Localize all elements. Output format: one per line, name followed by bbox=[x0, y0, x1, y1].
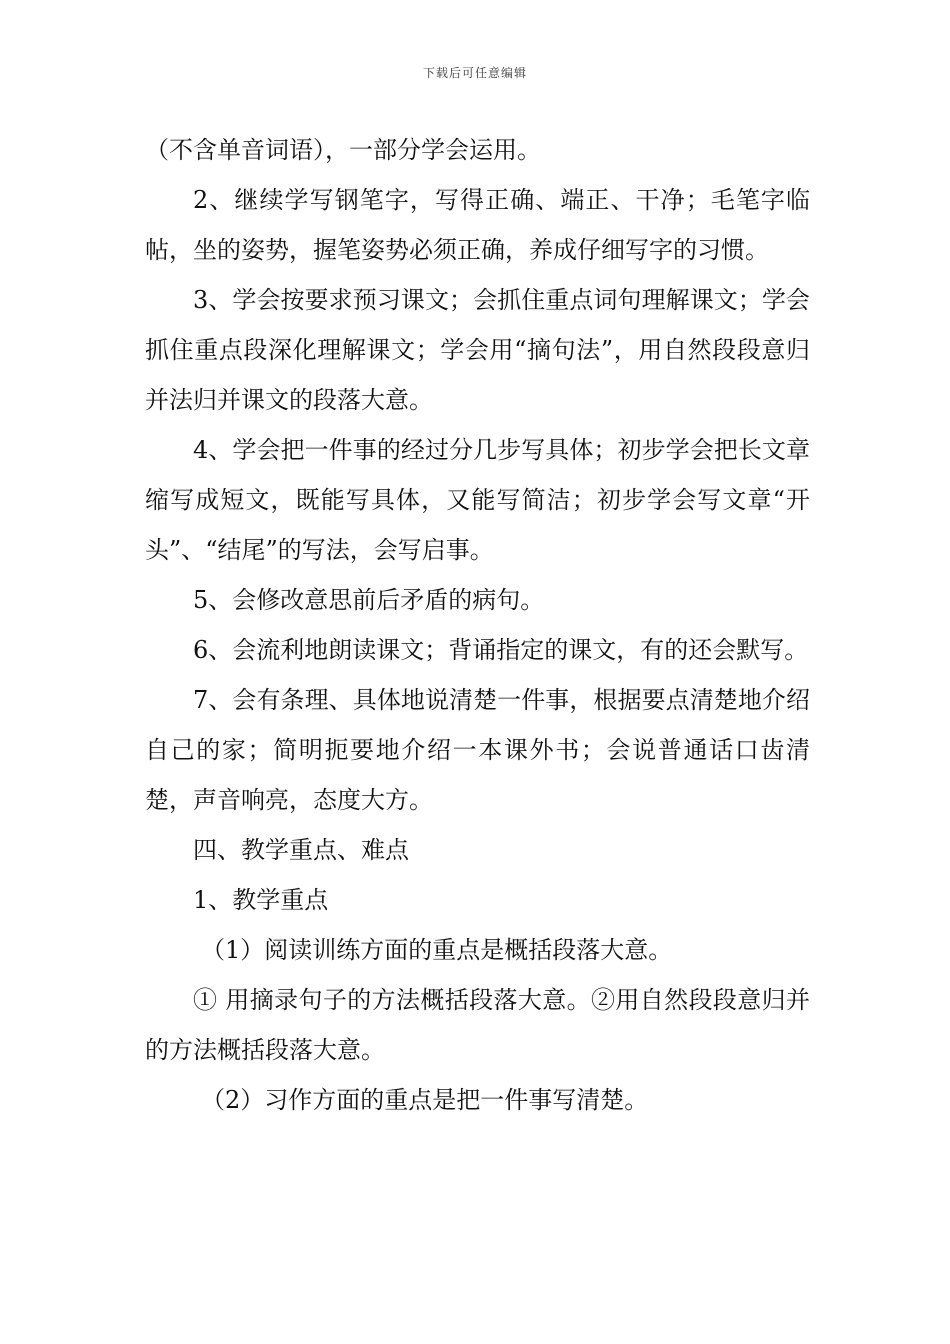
page-header: 下载后可任意编辑 bbox=[422, 66, 527, 80]
paragraph-item-4: 4、学会把一件事的经过分几步写具体；初步学会把长文章缩写成短文，既能写具体，又能写简洁；初步学会写文章“开头”、“结尾”的写法，会写启事。 bbox=[145, 436, 810, 564]
paragraph-writing-focus: （2）习作方面的重点是把一件事写清楚。 bbox=[201, 1086, 649, 1114]
paragraph-summary-methods: ① 用摘录句子的方法概括段落大意。②用自然段段意归并的方法概括段落大意。 bbox=[145, 986, 810, 1064]
subheading-teaching-focus: 1、教学重点 bbox=[193, 886, 329, 914]
paragraph-item-7: 7、会有条理、具体地说清楚一件事，根据要点清楚地介绍自己的家；简明扼要地介绍一本课外书；会说普通话口齿清楚，声音响亮，态度大方。 bbox=[145, 686, 810, 814]
paragraph-item-2: 2、继续学写钢笔字，写得正确、端正、干净；毛笔字临帖，坐的姿势，握笔姿势必须正确，养成仔细写字的习惯。 bbox=[145, 186, 810, 264]
section-heading-key-points: 四、教学重点、难点 bbox=[193, 836, 409, 864]
paragraph-continuation: （不含单音词语），一部分学会运用。 bbox=[145, 136, 541, 164]
document-body bbox=[145, 125, 810, 1125]
paragraph-reading-focus: （1）阅读训练方面的重点是概括段落大意。 bbox=[201, 936, 673, 964]
paragraph-item-3: 3、学会按要求预习课文；会抓住重点词句理解课文；学会抓住重点段深化理解课文；学会用“摘句法”，用自然段段意归并法归并课文的段落大意。 bbox=[145, 286, 810, 414]
paragraph-item-6: 6、会流利地朗读课文；背诵指定的课文，有的还会默写。 bbox=[193, 636, 809, 664]
paragraph-item-5: 5、会修改意思前后矛盾的病句。 bbox=[193, 586, 545, 614]
